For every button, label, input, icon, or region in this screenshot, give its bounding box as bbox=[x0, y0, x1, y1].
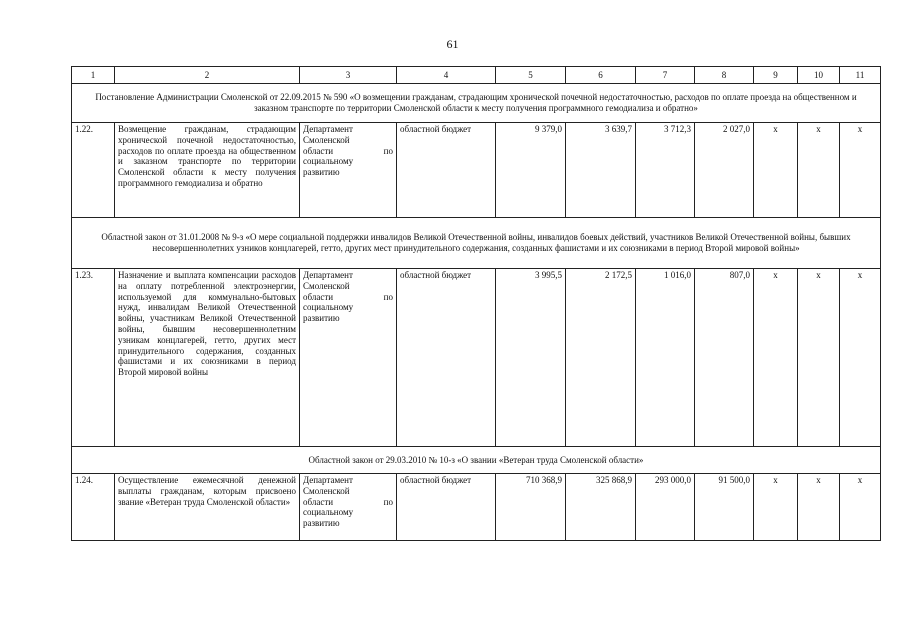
row-description: Осуществление ежемесячной денежной выплаты гражданам, которым присвоено звание «Ветеран труда Смоленской области» bbox=[115, 474, 300, 541]
row-budget-source: областной бюджет bbox=[397, 123, 496, 218]
row-value-col6: 3 639,7 bbox=[566, 123, 636, 218]
row-value-col9: х bbox=[754, 269, 798, 447]
column-header: 9 bbox=[754, 67, 798, 84]
row-value-col7: 293 000,0 bbox=[636, 474, 695, 541]
table-row bbox=[72, 474, 881, 541]
department-line: социальному bbox=[303, 302, 354, 313]
header-row bbox=[72, 67, 881, 84]
row-value-col10: х bbox=[798, 269, 840, 447]
column-header: 4 bbox=[397, 67, 496, 84]
row-value-col8: 2 027,0 bbox=[695, 123, 754, 218]
department-line: области bbox=[303, 145, 334, 156]
column-header: 10 bbox=[798, 67, 840, 84]
row-budget-source: областной бюджет bbox=[397, 269, 496, 447]
row-value-col5: 3 995,5 bbox=[496, 269, 566, 447]
row-number: 1.23. bbox=[72, 269, 115, 447]
row-value-col10: х bbox=[798, 474, 840, 541]
law-title: Постановление Администрации Смоленской от 22.09.2015 № 590 «О возмещении гражданам, страдающим хронической почечной недостаточностью, расходов по оплате проезда на общественном и заказном транспорте по территории Смоленской области к месту получения программного гемодиализа и обратно» bbox=[72, 84, 881, 123]
law-title: Областной закон от 31.01.2008 № 9-з «О мере социальной поддержки инвалидов Великой Отечественной войны, инвалидов боевых действий, участников Великой Отечественной войны, бывших несовершеннолетних узников концлагерей, гетто, других мест принудительного содержания, созданных фашистами и их союзниками в период Второй мировой войны» bbox=[72, 218, 881, 269]
row-value-col9: х bbox=[754, 474, 798, 541]
row-value-col8: 807,0 bbox=[695, 269, 754, 447]
law-title-row bbox=[72, 84, 881, 123]
law-title-row bbox=[72, 218, 881, 269]
department-line: области bbox=[303, 291, 334, 302]
department-line: по bbox=[383, 145, 393, 156]
row-number: 1.24. bbox=[72, 474, 115, 541]
department-line: Департамент bbox=[303, 270, 353, 280]
column-header: 8 bbox=[695, 67, 754, 84]
department-line: развитию bbox=[303, 313, 340, 324]
department-line: Департамент bbox=[303, 475, 353, 485]
row-value-col11: х bbox=[840, 123, 881, 218]
row-number: 1.22. bbox=[72, 123, 115, 218]
department-line: Смоленской bbox=[303, 485, 350, 496]
department-line: Смоленской bbox=[303, 280, 350, 291]
department-line: развитию bbox=[303, 167, 340, 178]
column-header: 11 bbox=[840, 67, 881, 84]
department-line: по bbox=[383, 496, 393, 507]
column-header: 7 bbox=[636, 67, 695, 84]
department-line: Департамент bbox=[303, 124, 353, 134]
column-header: 3 bbox=[300, 67, 397, 84]
row-department bbox=[300, 474, 397, 541]
row-value-col11: х bbox=[840, 474, 881, 541]
law-title-row bbox=[72, 447, 881, 474]
budget-table bbox=[71, 66, 881, 541]
table-row bbox=[72, 269, 881, 447]
row-value-col5: 710 368,9 bbox=[496, 474, 566, 541]
row-department bbox=[300, 123, 397, 218]
row-value-col6: 2 172,5 bbox=[566, 269, 636, 447]
row-value-col7: 1 016,0 bbox=[636, 269, 695, 447]
row-value-col9: х bbox=[754, 123, 798, 218]
row-value-col7: 3 712,3 bbox=[636, 123, 695, 218]
department-line: социальному bbox=[303, 156, 354, 167]
department-line: социальному bbox=[303, 507, 354, 518]
row-value-col11: х bbox=[840, 269, 881, 447]
law-title: Областной закон от 29.03.2010 № 10-з «О звании «Ветеран труда Смоленской области» bbox=[72, 447, 881, 474]
department-line: по bbox=[383, 291, 393, 302]
row-description: Возмещение гражданам, страдающим хронической почечной недостаточностью, расходов по оплате проезда на общественном и заказном транспорте по территории Смоленской области к месту получения программного гемодиализа и обратно bbox=[115, 123, 300, 218]
column-header: 2 bbox=[115, 67, 300, 84]
department-line: Смоленской bbox=[303, 134, 350, 145]
table-row bbox=[72, 123, 881, 218]
column-header: 1 bbox=[72, 67, 115, 84]
department-line: области bbox=[303, 496, 334, 507]
row-description: Назначение и выплата компенсации расходов на оплату потребленной электроэнергии, используемой для коммунально-бытовых нужд, инвалидам Великой Отечественной войны, участникам Великой Отечественной войны, бывшим несовершеннолетним узникам концлагерей, гетто, других мест принудительного содержания, созданных фашистами и их союзниками в период Второй мировой войны bbox=[115, 269, 300, 447]
column-header: 6 bbox=[566, 67, 636, 84]
row-value-col6: 325 868,9 bbox=[566, 474, 636, 541]
row-budget-source: областной бюджет bbox=[397, 474, 496, 541]
page-number: 61 bbox=[446, 37, 459, 51]
row-value-col10: х bbox=[798, 123, 840, 218]
row-value-col8: 91 500,0 bbox=[695, 474, 754, 541]
department-line: развитию bbox=[303, 518, 340, 529]
row-department bbox=[300, 269, 397, 447]
column-header: 5 bbox=[496, 67, 566, 84]
row-value-col5: 9 379,0 bbox=[496, 123, 566, 218]
